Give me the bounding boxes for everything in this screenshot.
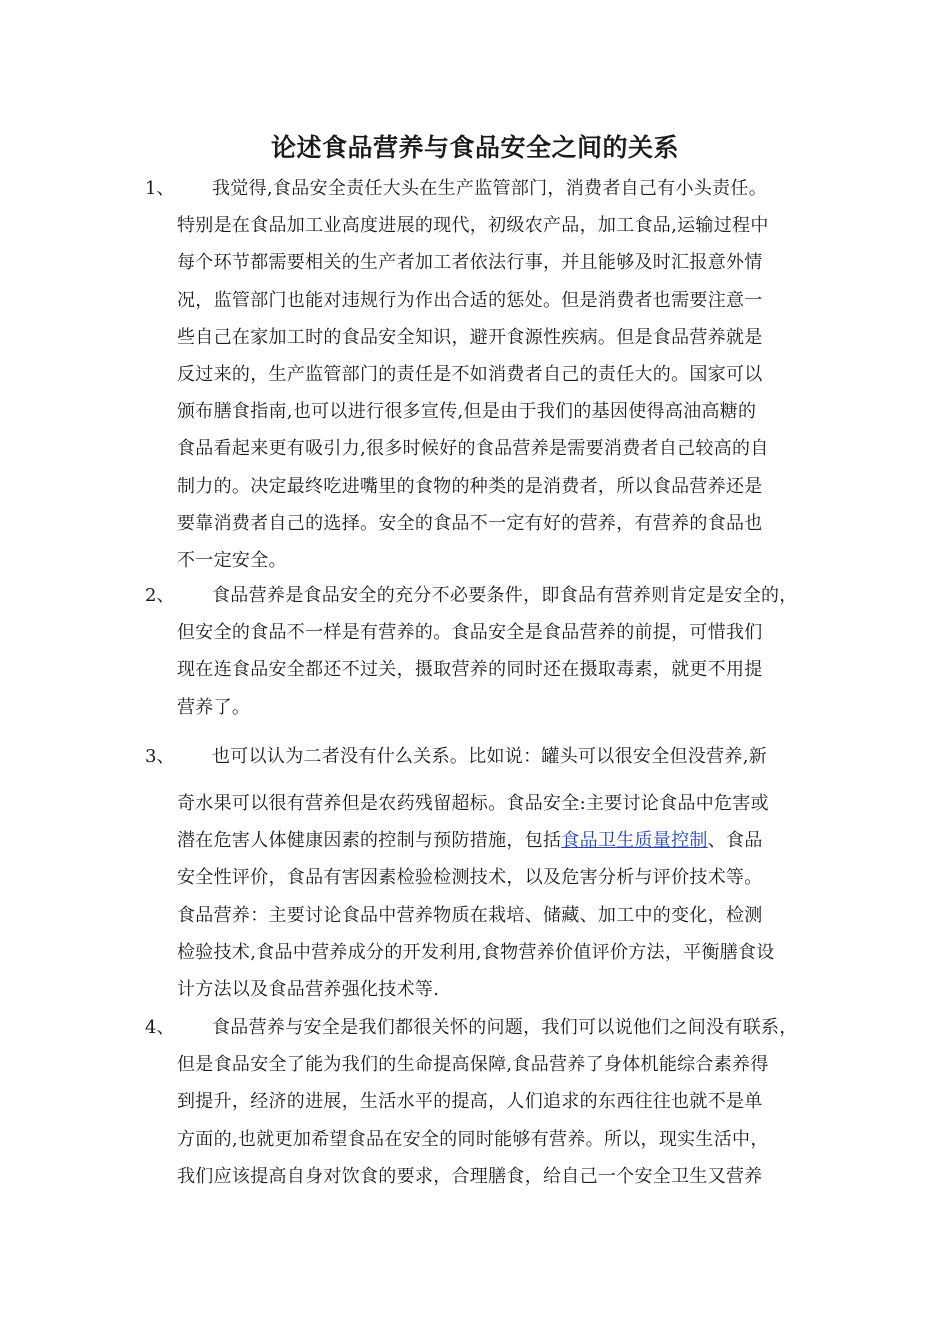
item-line-text: 、食品 bbox=[707, 830, 763, 852]
item-line: 方面的,也就更加希望食品在安全的同时能够有营养。所以，现实生活中， bbox=[177, 1128, 769, 1150]
list-item-3-continued bbox=[0, 785, 950, 1008]
document-title: 论述食品营养与食品安全之间的关系 bbox=[270, 133, 679, 162]
item-line: 制力的。决定最终吃进嘴里的食物的种类的是消费者，所以食品营养还是 bbox=[177, 475, 763, 497]
item-line: 计方法以及食品营养强化技术等. bbox=[177, 979, 440, 1001]
item-line: 食品营养：主要讨论食品中营养物质在栽培、储藏、加工中的变化，检测 bbox=[177, 904, 763, 926]
item-line: 要靠消费者自己的选择。安全的食品不一定有好的营养，有营养的食品也 bbox=[177, 512, 763, 534]
item-line: 食品营养与安全是我们都很关怀的问题，我们可以说他们之间没有联系， bbox=[212, 1017, 798, 1038]
list-item-4 bbox=[0, 1009, 950, 1195]
item-line: 营养了。 bbox=[177, 696, 251, 718]
item-line: 特别是在食品加工业高度进展的现代，初级农产品，加工食品,运输过程中 bbox=[177, 215, 769, 237]
item-line: 到提升，经济的进展，生活水平的提高，人们追求的东西往往也就不是单 bbox=[177, 1091, 763, 1113]
list-item-2 bbox=[0, 577, 950, 726]
list-item-1 bbox=[0, 170, 950, 579]
item-line: 我们应该提高自身对饮食的要求，合理膳食，给自己一个安全卫生又营养 bbox=[177, 1165, 763, 1187]
item-line: 反过来的，生产监管部门的责任是不如消费者自己的责任大的。国家可以 bbox=[177, 364, 763, 386]
item-line: 检验技术,食品中营养成分的开发利用,食物营养价值评价方法，平衡膳食设 bbox=[177, 941, 775, 963]
item-line-text: 潜在危害人体健康因素的控制与预防措施，包括 bbox=[177, 830, 562, 852]
item-line: 况，监管部门也能对违规行为作出合适的惩处。但是消费者也需要注意一 bbox=[177, 289, 763, 311]
item-number: 1、 bbox=[145, 178, 175, 199]
item-line: 但安全的食品不一样是有营养的。食品安全是食品营养的前提，可惜我们 bbox=[177, 622, 763, 644]
item-line: 每个环节都需要相关的生产者加工者依法行事，并且能够及时汇报意外情 bbox=[177, 252, 763, 274]
item-line: 食品营养是食品安全的充分不必要条件，即食品有营养则肯定是安全的， bbox=[212, 585, 798, 606]
item-line: 不一定安全。 bbox=[177, 550, 287, 572]
item-number: 2、 bbox=[145, 585, 175, 606]
item-line: 现在连食品安全都还不过关，摄取营养的同时还在摄取毒素，就更不用提 bbox=[177, 659, 763, 681]
item-line: 食品看起来更有吸引力,很多时候好的食品营养是需要消费者自己较高的自 bbox=[177, 438, 769, 460]
item-line: 我觉得,食品安全责任大头在生产监管部门，消费者自己有小头责任。 bbox=[212, 178, 768, 199]
item-line: 安全性评价，食品有害因素检验检测技术，以及危害分析与评价技术等。 bbox=[177, 867, 763, 889]
item-line-with-link bbox=[177, 822, 827, 859]
item-line: 些自己在家加工时的食品安全知识，避开食源性疾病。但是食品营养就是 bbox=[177, 326, 763, 348]
item-number: 3、 bbox=[145, 746, 175, 767]
item-line: 但是食品安全了能为我们的生命提高保障,食品营养了身体机能综合素养得 bbox=[177, 1054, 769, 1076]
quality-control-link[interactable]: 食品卫生质量控制 bbox=[561, 830, 708, 852]
item-line: 也可以认为二者没有什么关系。比如说：罐头可以很安全但没营养,新 bbox=[212, 746, 768, 767]
item-line: 颁布膳食指南,也可以进行很多宣传,但是由于我们的基因使得高油高糖的 bbox=[177, 401, 757, 423]
item-number: 4、 bbox=[145, 1017, 175, 1038]
list-item-3 bbox=[0, 738, 950, 775]
item-line: 奇水果可以很有营养但是农药残留超标。食品安全:主要讨论食品中危害或 bbox=[177, 793, 769, 814]
